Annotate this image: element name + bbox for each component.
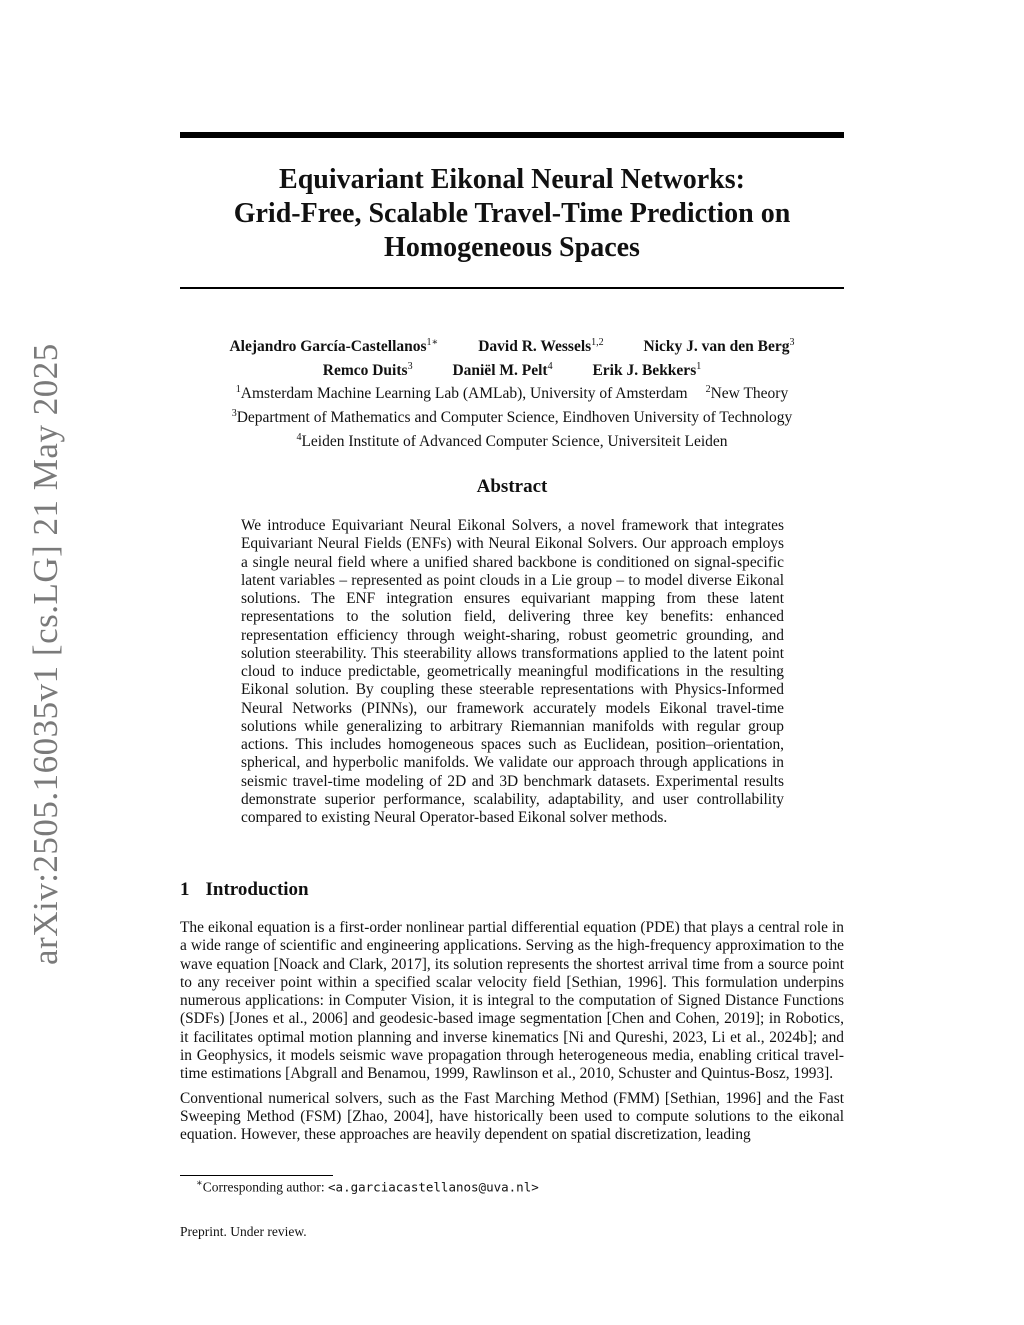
footnote: ∗Corresponding author: <a.garciacastellanos@uva.nl> <box>196 1178 539 1195</box>
body-paragraph: The eikonal equation is a first-order nonlinear partial differential equation (PDE) that plays a central role in a wide range of scientific and engineering applications. Serving as the high-frequency approximation to the wave equation [Noack and Clark, 2017], its solution represents the shortest arrival time from a source point to any receiver point within a specified scalar velocity field [Sethian, 1996]. This formulation underpins numerous applications: in Computer Vision, it is integral to the computation of Signed Distance Functions (SDFs) [Jones et al., 2006] and geodesic-based image segmentation [Chen and Cohen, 2019]; in Robotics, it facilitates optimal motion planning and inverse kinematics [Ni and Qureshi, 2023, Li et al., 2024b]; and in Geophysics, it models seismic wave propagation through heterogeneous media, enabling critical travel-time estimations [Abgrall and Benamou, 1999, Rawlinson et al., 2010, Schuster and Quintus-Bosz, 1993]. <box>180 919 844 1083</box>
title-line: Homogeneous Spaces <box>384 232 640 263</box>
author: Remco Duits$^3$ <box>322 360 413 379</box>
author: Alejandro García-Castellanos$^{1∗}$ <box>229 337 439 356</box>
affiliation: Leiden Institute of Advanced Computer Science, Universiteit Leiden <box>301 432 728 450</box>
section-body <box>180 919 844 1151</box>
author: Nicky J. van den Berg$^3$ <box>643 337 795 356</box>
author-row <box>180 333 844 357</box>
affiliation-row: $^4$Leiden Institute of Advanced Computer Science, Universiteit Leiden <box>296 431 728 450</box>
author: David R. Wessels$^{1,2}$ <box>478 337 604 356</box>
title-bottom-rule <box>180 287 844 289</box>
section-heading <box>180 879 309 901</box>
title-top-rule <box>180 132 844 138</box>
author-block <box>180 333 844 451</box>
section-number: 1 <box>180 879 190 900</box>
abstract-heading: Abstract <box>476 476 548 497</box>
paper-title <box>180 163 844 265</box>
abstract-text: We introduce Equivariant Neural Eikonal Solvers, a novel framework that integrates Equivariant Neural Fields (ENFs) with Neural Eikonal Solvers. Our approach employs a single neural field where a unified shared backbone is conditioned on signal-specific latent variables – represented as point clouds in a Lie group – to model diverse Eikonal solutions. The ENF integration ensures equivariant mapping from these latent representations to the solution field, delivering three key benefits: enhanced representation efficiency through weight-sharing, robust geometric grounding, and solution steerability. This steerability allows transformations applied to the latent point cloud to induce predictable, geometrically meaningful modifications in the resulting Eikonal solution. By coupling these steerable representations with Physics-Informed Neural Networks (PINNs), our framework accurately models Eikonal travel-time solutions while generalizing to arbitrary Riemannian manifolds with regular group actions. This includes homogeneous spaces such as Euclidean, position–orientation, spherical, and hyperbolic manifolds. We validate our approach through applications in seismic travel-time modeling of 2D and 3D benchmark datasets. Experimental results demonstrate superior performance, scalability, adaptability, and user controllability compared to existing Neural Operator-based Eikonal solver methods. <box>241 517 784 826</box>
affiliation: Amsterdam Machine Learning Lab (AMLab), University of Amsterdam <box>240 385 688 403</box>
footnote-email: <a.garciacastellanos@uva.nl> <box>328 1179 539 1195</box>
preprint-note: Preprint. Under review. <box>180 1224 307 1239</box>
title-line: Equivariant Eikonal Neural Networks: <box>279 164 745 195</box>
affiliation-row: $^1$Amsterdam Machine Learning Lab (AMLab), University of Amsterdam $^2$New Theory <box>235 384 789 403</box>
affiliation: New Theory <box>710 385 789 403</box>
author-row <box>180 357 844 381</box>
body-paragraph: Conventional numerical solvers, such as the Fast Marching Method (FMM) [Sethian, 1996] and the Fast Sweeping Method (FSM) [Zhao, 2004], have historically been used to compute solutions to the eikonal equation. However, these approaches are heavily dependent on spatial discretization, leading <box>180 1089 844 1144</box>
affiliation: Department of Mathematics and Computer Science, Eindhoven University of Technology <box>236 409 793 427</box>
footnote-rule <box>180 1175 333 1176</box>
affiliation-row: $^3$Department of Mathematics and Computer Science, Eindhoven University of Technology <box>231 407 793 427</box>
title-line: Grid-Free, Scalable Travel-Time Prediction on <box>233 198 791 229</box>
section-title: Introduction <box>205 879 309 900</box>
author: Daniël M. Pelt$^4$ <box>452 360 553 379</box>
arxiv-identifier: arXiv:2505.16035v1 [cs.LG] 21 May 2025 <box>26 343 65 965</box>
author: Erik J. Bekkers$^1$ <box>592 360 702 379</box>
